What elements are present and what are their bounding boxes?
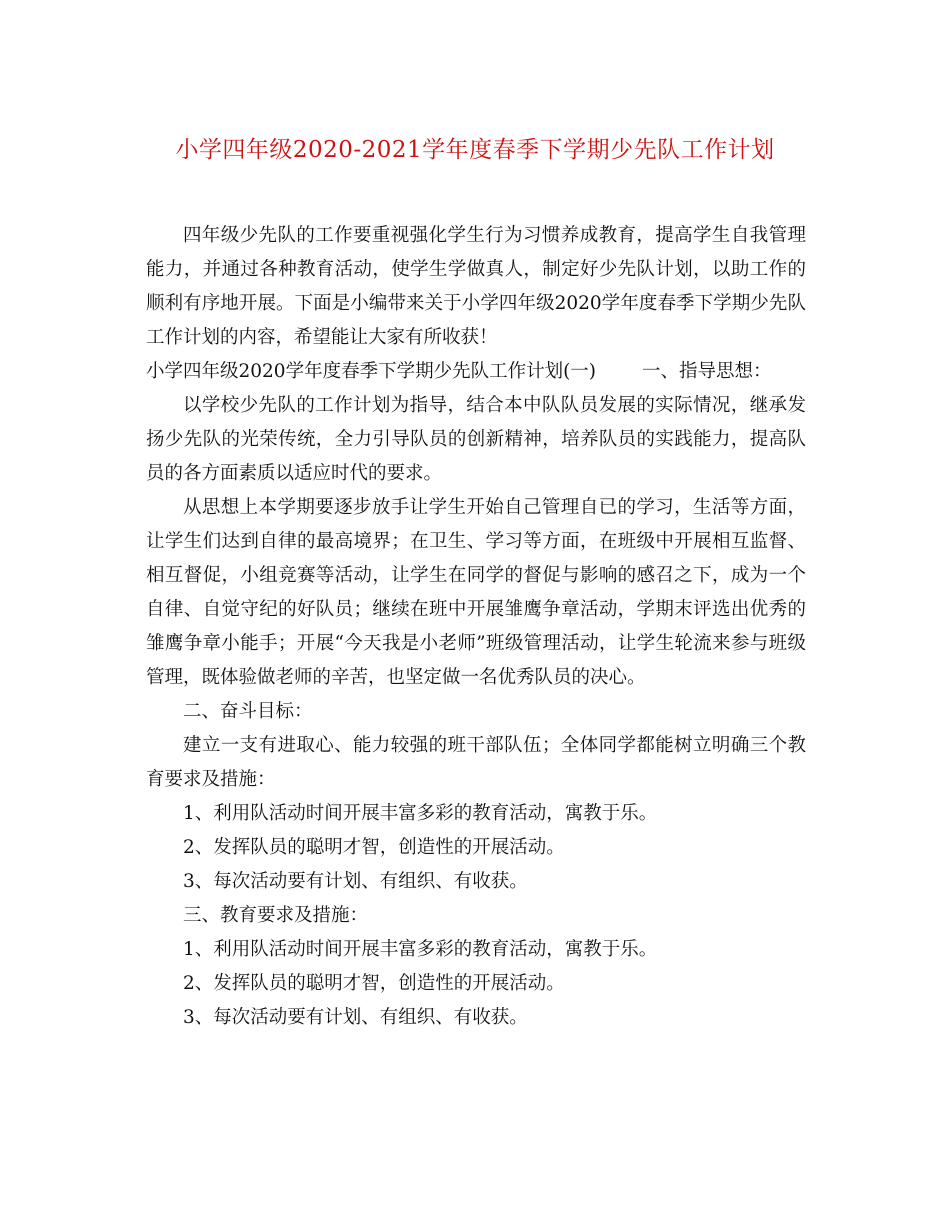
section3-item-3: 3、每次活动要有计划、有组织、有收获。 xyxy=(183,1007,528,1028)
document-title: 小学四年级2020-2021学年度春季下学期少先队工作计划 xyxy=(175,137,775,163)
section3-item-2: 2、发挥队员的聪明才智，创造性的开展活动。 xyxy=(183,973,565,994)
section2-item-3: 3、每次活动要有计划、有组织、有收获。 xyxy=(183,871,528,892)
section2-paragraph: 建立一支有进取心、能力较强的班干部队伍；全体同学都能树立明确三个教育要求及措施： xyxy=(146,735,806,790)
section3-heading: 三、教育要求及措施： xyxy=(183,905,369,926)
section1-paragraph-1: 以学校少先队的工作计划为指导，结合本中队队员发展的实际情况，继承发扬少先队的光荣传统，全力引导队员的创新精神，培养队员的实践能力，提高队员的各方面素质以适应时代的要求。 xyxy=(146,395,806,484)
plan-subheading: 小学四年级2020学年度春季下学期少先队工作计划(一) xyxy=(146,361,597,382)
intro-paragraph: 四年级少先队的工作要重视强化学生行为习惯养成教育，提高学生自我管理能力，并通过各种教育活动，使学生学做真人，制定好少先队计划，以助工作的顺利有序地开展。下面是小编带来关于小学四年级2020学年度春季下学期少先队工作计划的内容，希望能让大家有所收获！ xyxy=(146,225,806,348)
section1-heading: 一、指导思想： xyxy=(642,361,772,382)
section3-item-1: 1、利用队活动时间开展丰富多彩的教育活动，寓教于乐。 xyxy=(183,939,658,960)
section2-item-1: 1、利用队活动时间开展丰富多彩的教育活动，寓教于乐。 xyxy=(183,803,658,824)
subheading-line xyxy=(146,355,806,389)
section2-item-2: 2、发挥队员的聪明才智，创造性的开展活动。 xyxy=(183,837,565,858)
section1-paragraph-2: 从思想上本学期要逐步放手让学生开始自己管理自已的学习，生活等方面，让学生们达到自律的最高境界；在卫生、学习等方面，在班级中开展相互监督、相互督促，小组竞赛等活动，让学生在同学的督促与影响的感召之下，成为一个自律、自觉守纪的好队员；继续在班中开展雏鹰争章活动，学期末评选出优秀的雏鹰争章小能手；开展“今天我是小老师”班级管理活动，让学生轮流来参与班级管理，既体验做老师的辛苦，也坚定做一名优秀队员的决心。 xyxy=(146,497,806,688)
section2-heading: 二、奋斗目标： xyxy=(183,701,313,722)
document-body xyxy=(146,219,806,1035)
